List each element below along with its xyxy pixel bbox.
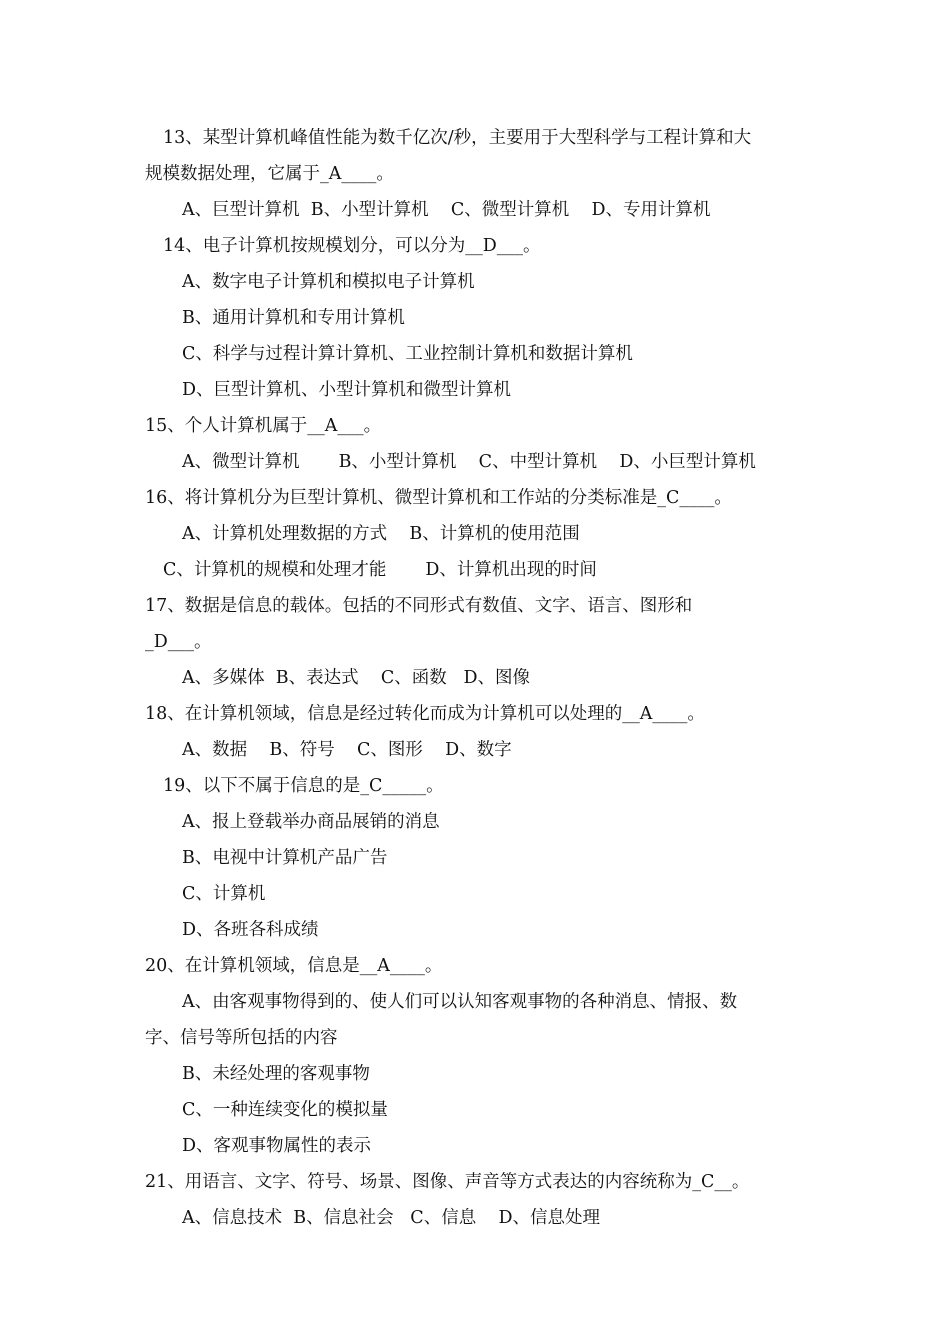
question-15-stem: 15、个人计算机属于__A___。 — [145, 416, 382, 436]
question-13-stem-line-1: 13、某型计算机峰值性能为数千亿次/秒，主要用于大型科学与工程计算和大 — [163, 128, 752, 148]
question-17-stem-line-2: _D___。 — [145, 632, 212, 652]
question-18-options: A、数据 B、符号 C、图形 D、数字 — [182, 740, 512, 760]
question-17-options: A、多媒体 B、表达式 C、函数 D、图像 — [182, 668, 530, 688]
question-14-option-a: A、数字电子计算机和模拟电子计算机 — [182, 272, 475, 292]
question-20-option-a-line-1: A、由客观事物得到的、使人们可以认知客观事物的各种消息、情报、数 — [182, 992, 738, 1012]
question-21-stem: 21、用语言、文字、符号、场景、图像、声音等方式表达的内容统称为_C__。 — [145, 1172, 750, 1192]
question-20-option-d: D、客观事物属性的表示 — [182, 1136, 372, 1156]
question-13-stem-line-2: 规模数据处理，它属于_A____。 — [145, 164, 394, 184]
question-14-stem: 14、电子计算机按规模划分，可以分为__D___。 — [163, 236, 541, 256]
question-20-option-a-line-2: 字、信号等所包括的内容 — [145, 1028, 338, 1048]
question-19-option-a: A、报上登载举办商品展销的消息 — [182, 812, 440, 832]
question-20-option-c: C、一种连续变化的模拟量 — [182, 1100, 388, 1120]
question-13-options: A、巨型计算机 B、小型计算机 C、微型计算机 D、专用计算机 — [182, 200, 711, 220]
question-16-options-ab: A、计算机处理数据的方式 B、计算机的使用范围 — [182, 524, 580, 544]
question-21-options: A、信息技术 B、信息社会 C、信息 D、信息处理 — [182, 1208, 600, 1228]
question-17-stem-line-1: 17、数据是信息的载体。包括的不同形式有数值、文字、语言、图形和 — [145, 596, 693, 616]
question-19-option-b: B、电视中计算机产品广告 — [182, 848, 388, 868]
question-16-stem: 16、将计算机分为巨型计算机、微型计算机和工作站的分类标准是_C____。 — [145, 488, 732, 508]
question-16-options-cd: C、计算机的规模和处理才能 D、计算机出现的时间 — [163, 560, 597, 580]
question-14-option-c: C、科学与过程计算计算机、工业控制计算机和数据计算机 — [182, 344, 633, 364]
question-15-options: A、微型计算机 B、小型计算机 C、中型计算机 D、小巨型计算机 — [182, 452, 756, 472]
question-14-option-b: B、通用计算机和专用计算机 — [182, 308, 405, 328]
question-19-option-d: D、各班各科成绩 — [182, 920, 319, 940]
question-20-option-b: B、未经处理的客观事物 — [182, 1064, 370, 1084]
question-19-stem: 19、以下不属于信息的是_C_____。 — [163, 776, 444, 796]
question-20-stem: 20、在计算机领域，信息是__A____。 — [145, 956, 443, 976]
question-19-option-c: C、计算机 — [182, 884, 266, 904]
question-14-option-d: D、巨型计算机、小型计算机和微型计算机 — [182, 380, 512, 400]
question-18-stem: 18、在计算机领域，信息是经过转化而成为计算机可以处理的__A____。 — [145, 704, 705, 724]
